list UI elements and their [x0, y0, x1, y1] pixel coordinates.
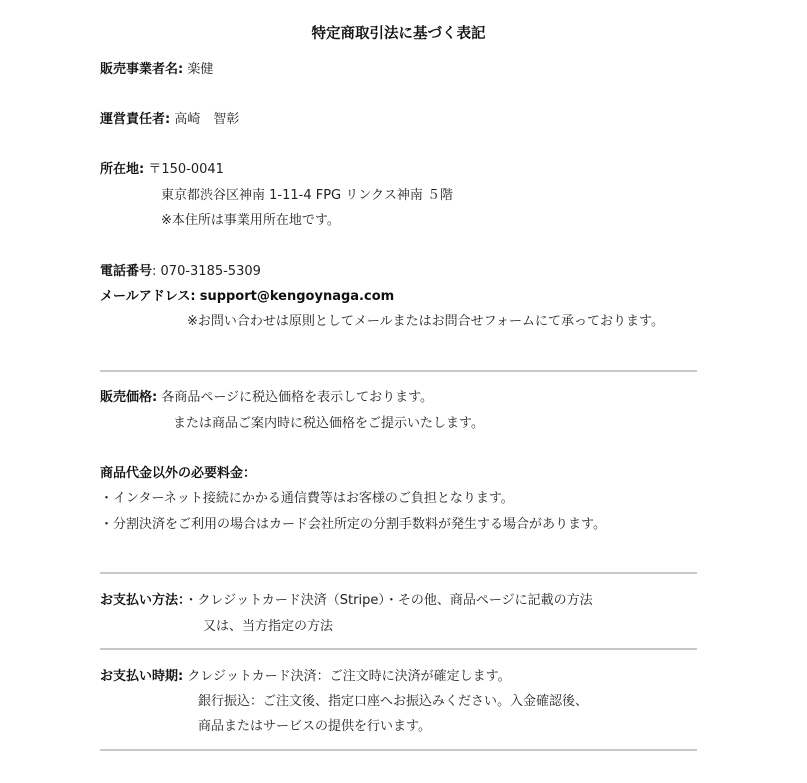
price-line-2: または商品ご案内時に税込価格をご提示いたします。: [173, 416, 484, 431]
section-divider: [100, 648, 697, 650]
email-label: メールアドレス:: [100, 289, 196, 304]
email-note: ※お問い合わせは原則としてメールまたはお問合せフォームにて承っております。: [187, 314, 664, 329]
payment-method-label: お支払い方法：: [100, 593, 185, 608]
address-label: 所在地:: [100, 162, 145, 177]
payment-method-line-1: ・クレジットカード決済（Stripe）・その他、商品ページに記載の方法: [184, 593, 593, 608]
phone-label: 電話番号: [100, 264, 153, 279]
payment-timing-label: お支払い時期:: [100, 669, 184, 684]
price-label: 販売価格:: [100, 390, 158, 405]
price-line-1: 各商品ページに税込価格を表示しております。: [161, 390, 434, 405]
section-divider: [100, 572, 697, 574]
seller-row: [100, 61, 213, 79]
manager-row: [100, 111, 239, 129]
payment-timing-row: [100, 668, 511, 686]
price-row: [100, 389, 433, 407]
extra-fees-line-1: ・インターネット接続にかかる通信費等はお客様のご負担となります。: [100, 491, 514, 506]
payment-timing-line-3: 商品またはサービスの提供を行います。: [198, 719, 431, 734]
email-row: [100, 288, 394, 306]
extra-fees-label: [100, 465, 256, 483]
payment-timing-line-1: クレジットカード決済：ご注文時に決済が確定します。: [187, 669, 511, 684]
phone-row: [100, 263, 261, 281]
payment-method-row: [100, 592, 593, 610]
seller-label: 販売事業者名:: [100, 62, 184, 77]
payment-timing-line-2: 銀行振込：ご注文後、指定口座へお振込みください。入金確認後、: [198, 694, 589, 709]
phone-value: : 070-3185-5309: [152, 264, 261, 279]
seller-value: 楽健: [187, 62, 214, 77]
section-divider: [100, 370, 697, 372]
page-title: 特定商取引法に基づく表記: [311, 26, 486, 42]
address-postal: 〒150-0041: [148, 162, 224, 177]
section-divider: [100, 749, 697, 751]
address-row: [100, 161, 224, 179]
manager-label: 運営責任者:: [100, 112, 171, 127]
manager-value: 高崎 智彰: [174, 112, 240, 127]
extra-fees-line-2: ・分割決済をご利用の場合はカード会社所定の分割手数料が発生する場合があります。: [100, 517, 606, 532]
address-note: ※本住所は事業用所在地です。: [161, 213, 340, 228]
payment-method-line-2: 又は、当方指定の方法: [203, 619, 334, 634]
email-link[interactable]: support@kengoynaga.com: [199, 289, 395, 304]
address-street: 東京都渋谷区神南 1-11-4 FPG リンクス神南 ５階: [161, 188, 453, 203]
extra-fees-heading: 商品代金以外の必要料金：: [100, 466, 257, 481]
